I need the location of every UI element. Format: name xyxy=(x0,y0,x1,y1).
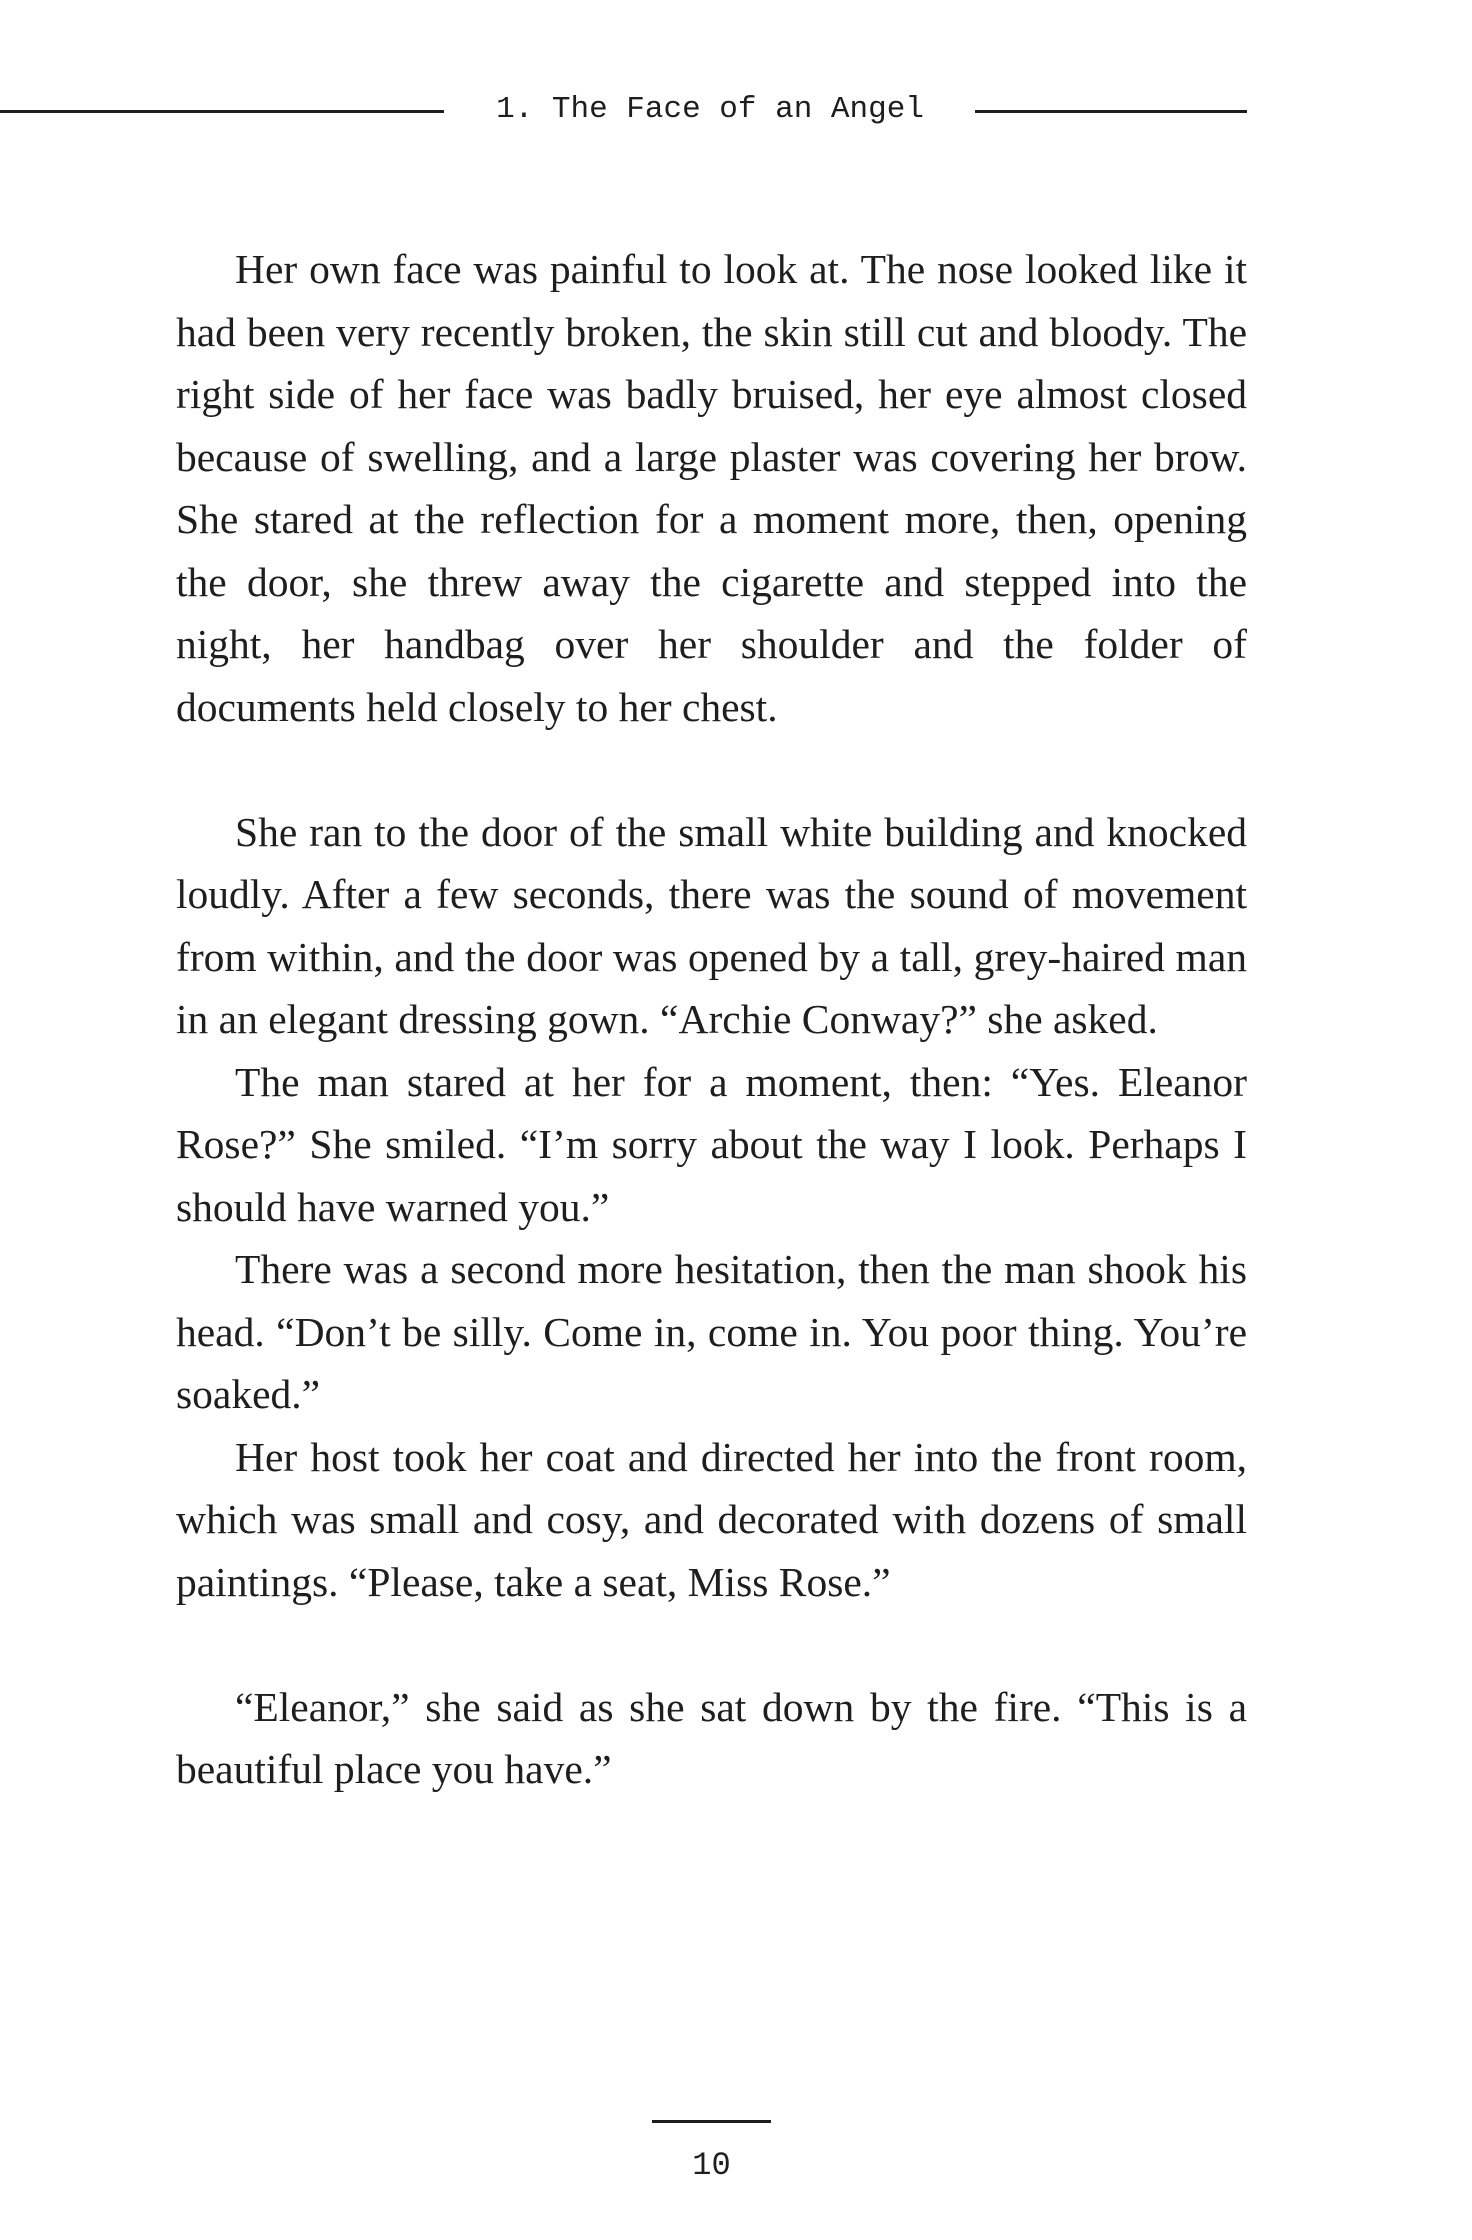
paragraph: She ran to the door of the small white building and knocked loudly. After a few seconds, there was the sound of movement from within, and the door was opened by a tall, grey-haired man in an elegant dressing gown. “Archie Conway?” she asked. xyxy=(176,808,1247,1042)
header-rule-left xyxy=(0,110,444,113)
paragraph: Her host took her coat and directed her into the front room, which was small and cosy, and decorated with dozens of small paintings. “Please, take a seat, Miss Rose.” xyxy=(176,1433,1247,1605)
header-rule-right xyxy=(975,110,1247,113)
page-number: 10 xyxy=(692,2147,731,2184)
footer-rule xyxy=(652,2120,771,2123)
paragraph: There was a second more hesitation, then the man shook his head. “Don’t be silly. Come in, come in. You poor thing. You’re soaked.” xyxy=(176,1246,1247,1417)
paragraph: “Eleanor,” she said as she sat down by the fire. “This is a beautiful place you have.” xyxy=(176,1683,1247,1792)
chapter-title: 1. The Face of an Angel xyxy=(496,92,924,127)
running-header xyxy=(0,86,1472,136)
paragraph: Her own face was painful to look at. The nose looked like it had been very recently broken, the skin still cut and bloody. The right side of her face was badly bruised, her eye almost closed because of swelling, and a large plaster was covering her brow. She stared at the reflection for a moment more, then, opening the door, she threw away the cigarette and stepped into the night, her handbag over her shoulder and the folder of documents held closely to her chest. xyxy=(176,246,1247,730)
page-body xyxy=(176,238,1247,1801)
paragraph: The man stared at her for a moment, then: “Yes. Eleanor Rose?” She smiled. “I’m sorry about the way I look. Perhaps I should have warned you.” xyxy=(176,1058,1247,1230)
